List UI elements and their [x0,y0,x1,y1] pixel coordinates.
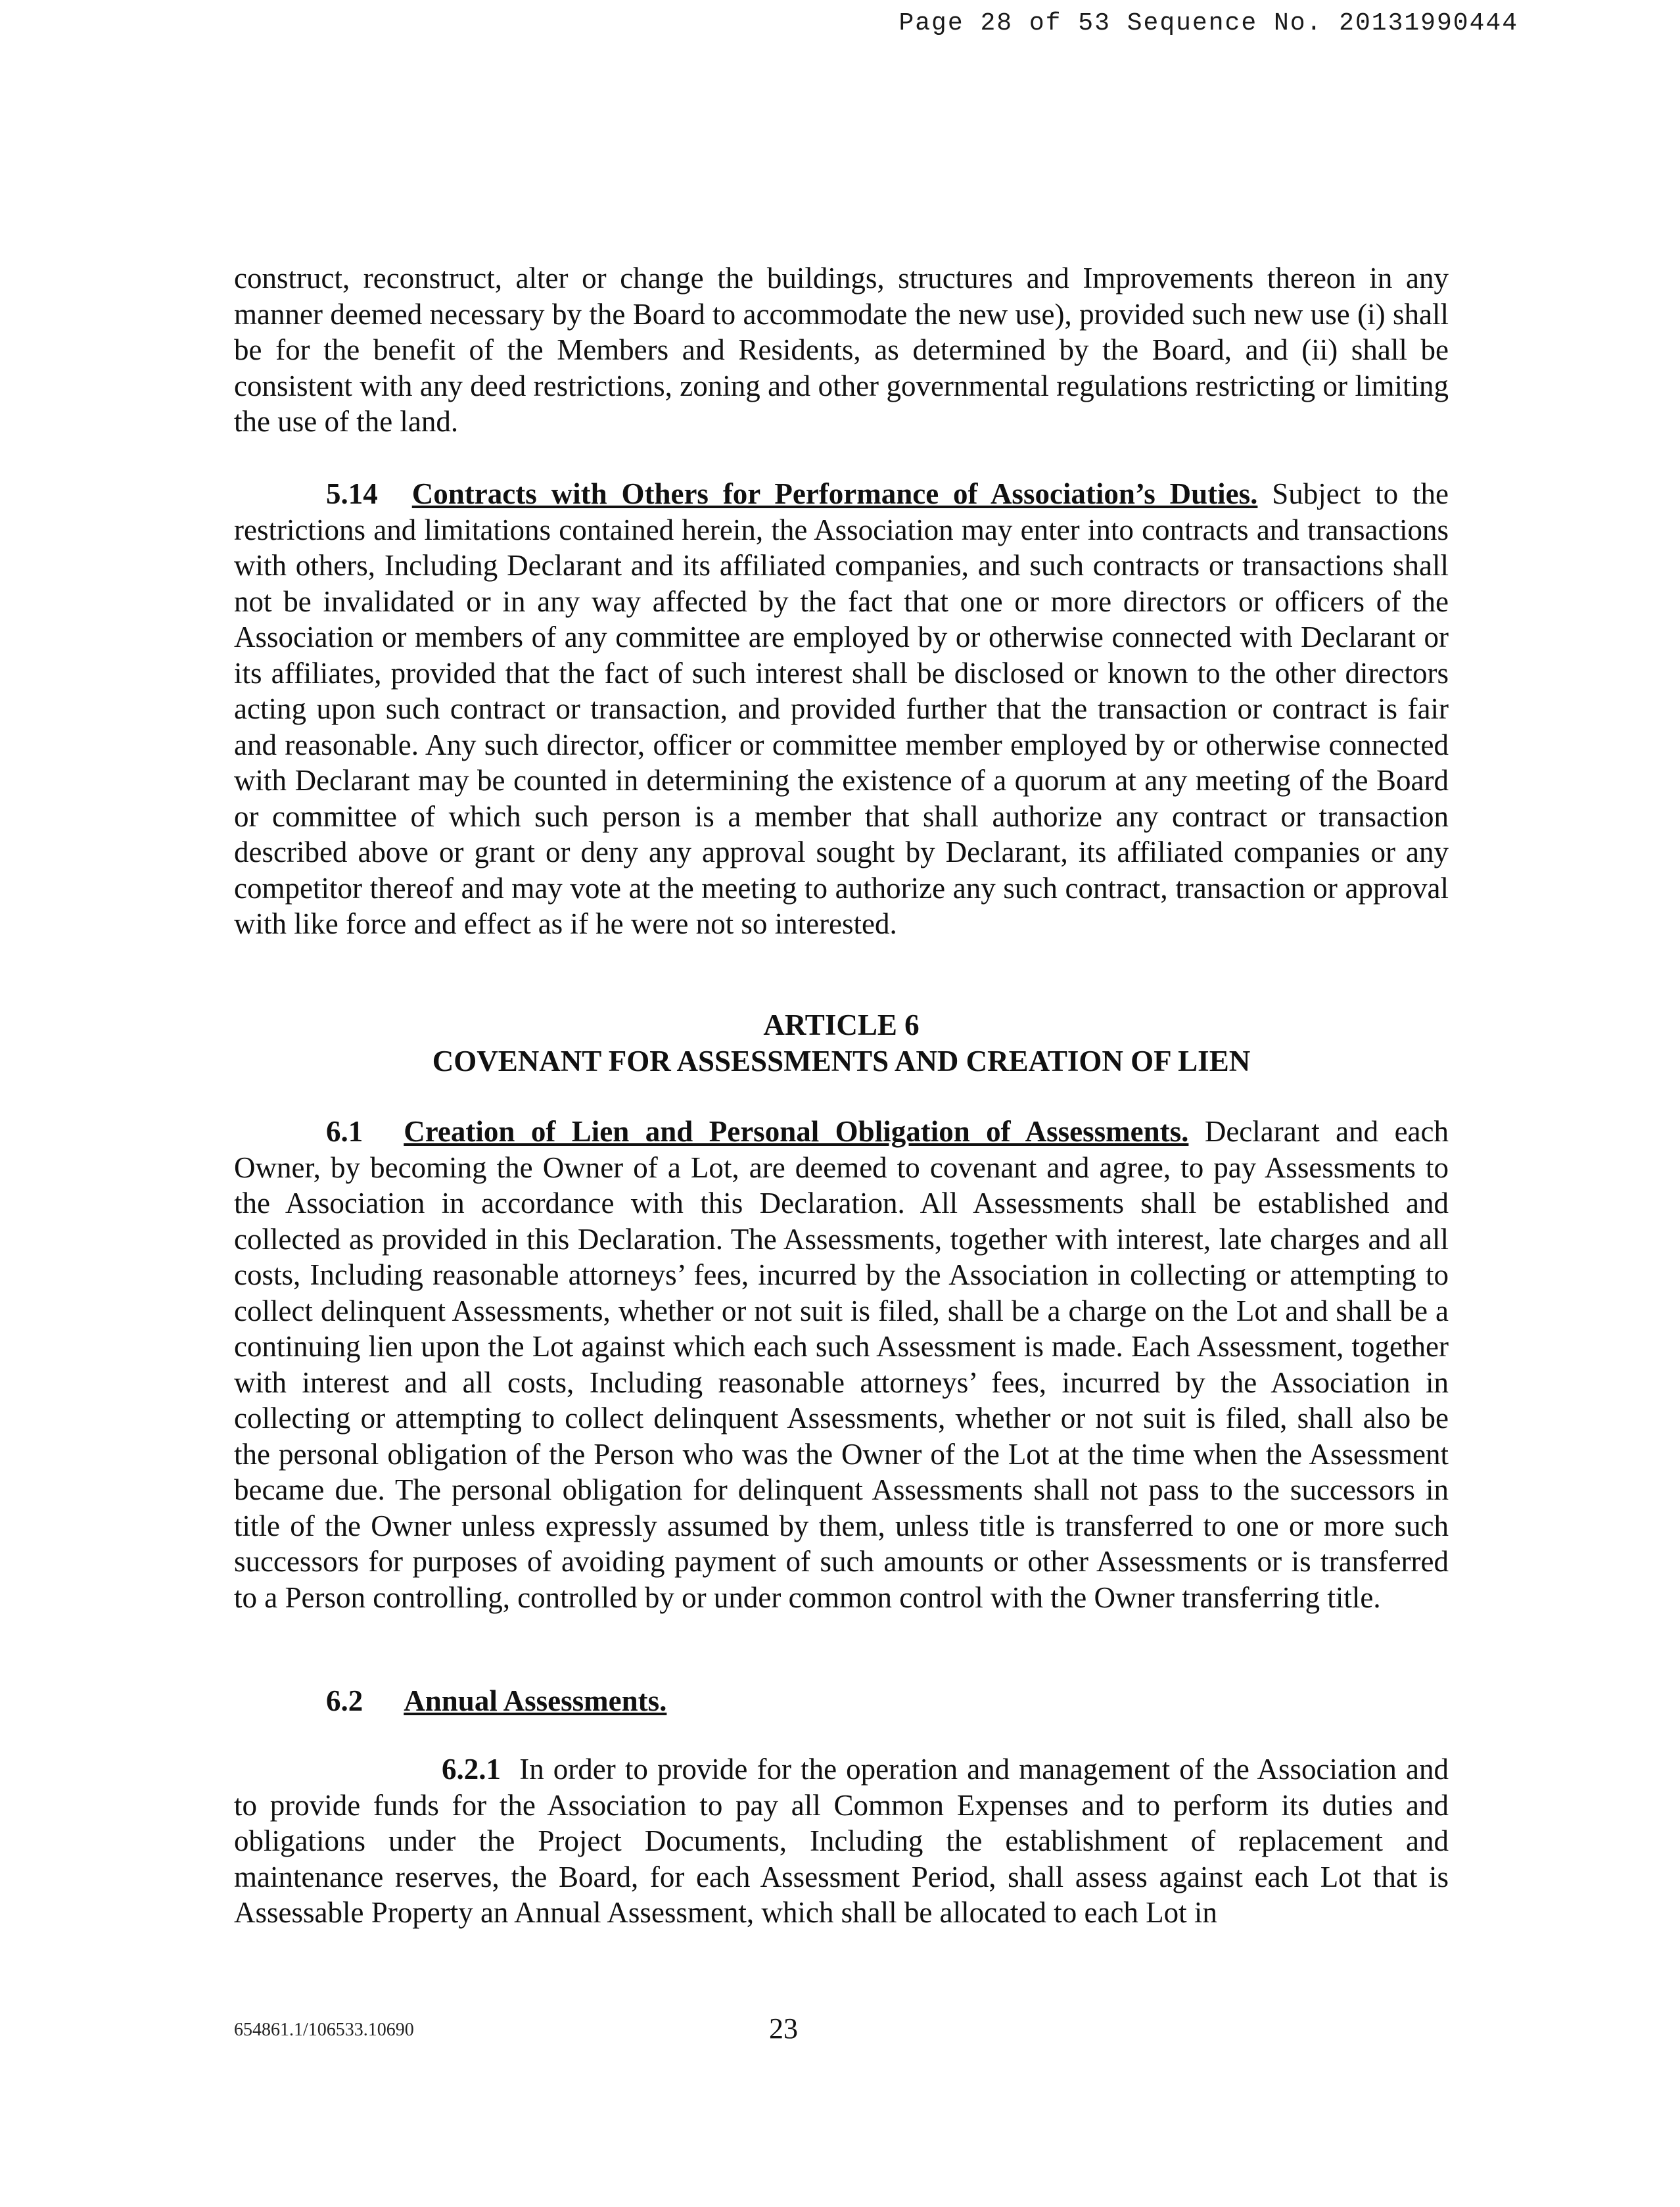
section-6-2-title: Annual Assessments. [404,1684,667,1717]
section-5-14-paragraph [234,476,1449,942]
section-6-1-title: Creation of Lien and Personal Obligation of Assessments. [404,1115,1189,1148]
footer-document-id: 654861.1/106533.10690 [234,2020,414,2040]
section-6-2-1-number: 6.2.1 [442,1753,501,1786]
section-6-2-1-body: In order to provide for the operation and management of the Association and to provide funds for the Association to pay all Common Expenses and to perform its duties and obligations under the Project Documents, Including the establishment of replacement and maintenance reserves, the Board, for each Assessment Period, shall assess against each Lot that is Assessable Property an Annual Assessment, which shall be allocated to each Lot in [234,1753,1449,1929]
section-5-14-title: Contracts with Others for Performance of Association’s Duties. [411,477,1258,510]
section-5-14-number: 5.14 [326,477,378,510]
continuation-paragraph-block [234,260,1449,440]
section-6-2-number: 6.2 [326,1684,363,1717]
section-6-2-1 [234,1751,1449,1931]
section-5-14 [234,476,1449,942]
section-6-1-paragraph [234,1114,1449,1615]
article-heading-block [234,1007,1449,1079]
continuation-paragraph: construct, reconstruct, alter or change the buildings, structures and Improvements thereon in any manner deemed necessary by the Board to accommodate the new use), provided such new use (i) shall be for the benefit of the Members and Residents, as determined by the Board, and (ii) shall be consistent with any deed restrictions, zoning and other governmental regulations restricting or limiting the use of the land. [234,262,1449,438]
section-5-14-body: Subject to the restrictions and limitations contained herein, the Association may enter into contracts and transactions with others, Including Declarant and its affiliated companies, and such contracts or transactions shall not be invalidated or in any way affected by the fact that one or more directors or officers of the Association or members of any committee are employed by or otherwise connected with Declarant or its affiliates, provided that the fact of such interest shall be disclosed or known to the other directors acting upon such contract or transaction, and provided further that the transaction or contract is fair and reasonable. Any such director, officer or committee member employed by or otherwise connected with Declarant may be counted in determining the existence of a quorum at any meeting of the Board or committee of which such person is a member that shall authorize any contract or transaction described above or grant or deny any approval sought by Declarant, its affiliated companies or any competitor thereof and may vote at the meeting to authorize any such contract, transaction or approval with like force and effect as if he were not so interested. [234,477,1449,940]
article-number: ARTICLE 6 [763,1009,920,1041]
footer-page-number: 23 [769,2012,798,2045]
page-sequence-stamp: Page 28 of 53 Sequence No. 20131990444 [898,9,1518,37]
section-6-1-body: Declarant and each Owner, by becoming the Owner of a Lot, are deemed to covenant and agree, to pay Assessments to the Association in accordance with this Declaration. All Assessments shall be established and collected as provided in this Declaration. The Assessments, together with interest, late charges and all costs, Including reasonable attorneys’ fees, incurred by the Association in collecting or attempting to collect delinquent Assessments, whether or not suit is filed, shall be a charge on the Lot and shall be a continuing lien upon the Lot against which each such Assessment is made. Each Assessment, together with interest and all costs, Including reasonable attorneys’ fees, incurred by the Association in collecting or attempting to collect delinquent Assessments, whether or not suit is filed, shall also be the personal obligation of the Person who was the Owner of the Lot at the time when the Assessment became due. The personal obligation for delinquent Assessments shall not pass to the successors in title of the Owner unless expressly assumed by them, unless title is transferred to one or more such successors for purposes of avoiding payment of such amounts or other Assessments or is transferred to a Person controlling, controlled by or under common control with the Owner transferring title. [234,1115,1449,1614]
section-6-1-number: 6.1 [326,1115,363,1148]
section-6-1 [234,1114,1449,1615]
section-6-2-heading [234,1683,1449,1719]
article-title: COVENANT FOR ASSESSMENTS AND CREATION OF LIEN [432,1044,1251,1078]
section-6-2-1-paragraph [234,1751,1449,1931]
section-6-2 [234,1683,1449,1719]
